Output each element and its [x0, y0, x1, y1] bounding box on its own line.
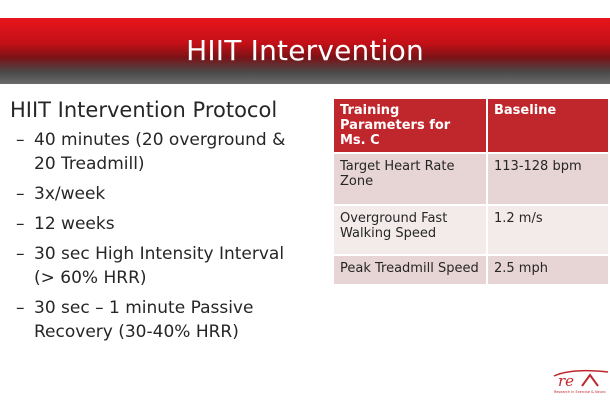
table-cell: 2.5 mph: [487, 255, 609, 284]
table-header-baseline: Baseline: [487, 99, 609, 153]
protocol-item: – 3x/week: [16, 184, 106, 204]
table-cell: 1.2 m/s: [487, 205, 609, 255]
training-parameters-table: [334, 99, 610, 284]
title-bar: [0, 18, 610, 84]
table-cell: Peak Treadmill Speed: [334, 255, 487, 284]
protocol-item: – 30 sec High Intensity Interval (> 60% HRR): [16, 244, 285, 288]
table-cell: 113-128 bpm: [487, 153, 609, 205]
table-row: [334, 153, 609, 205]
slide-title: HIIT Intervention: [186, 34, 424, 67]
table-row: [334, 255, 609, 284]
protocol-item: – 40 minutes (20 overground & 20 Treadmill): [16, 130, 286, 174]
table-cell: Target Heart Rate Zone: [334, 153, 487, 205]
organization-logo: [552, 366, 610, 396]
table-row: [334, 205, 609, 255]
protocol-item: – 30 sec – 1 minute Passive Recovery (30-40% HRR): [16, 298, 254, 342]
table-cell: Overground Fast Walking Speed: [334, 205, 487, 255]
protocol-heading: HIIT Intervention Protocol: [10, 98, 278, 122]
protocol-list: [10, 128, 310, 344]
table-header-parameter: Training Parameters for Ms. C: [334, 99, 487, 153]
svg-text:re: re: [558, 372, 575, 390]
table-header-row: [334, 99, 609, 153]
svg-text:Research in Exercise & Neuro: Research in Exercise & Neuro: [554, 390, 606, 394]
protocol-item: – 12 weeks: [16, 214, 115, 234]
protocol-section: [10, 98, 310, 350]
